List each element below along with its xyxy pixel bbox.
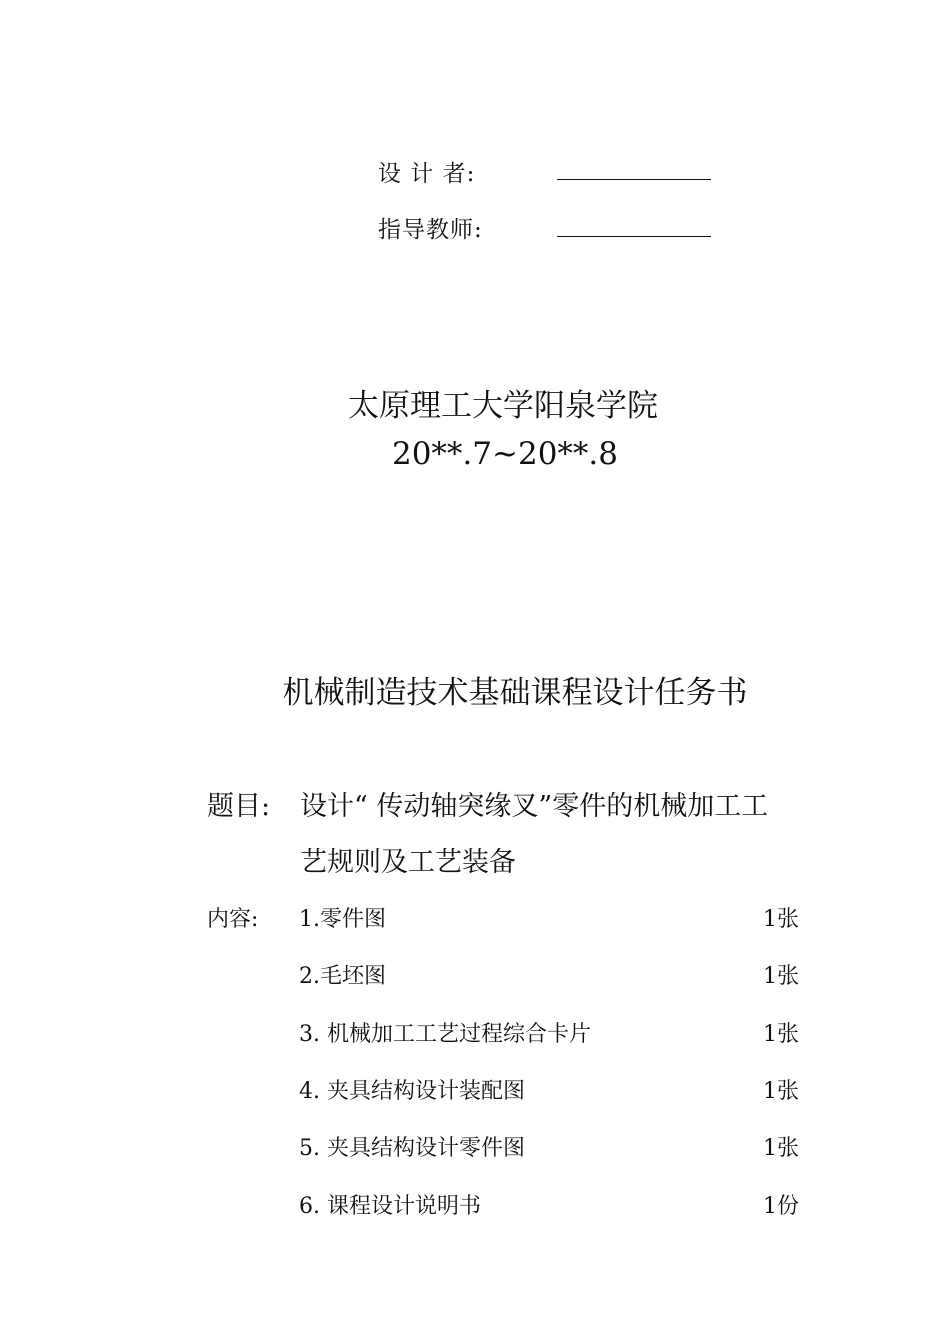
document-title: 机械制造技术基础课程设计任务书 <box>282 675 748 711</box>
institution-name: 太原理工大学阳泉学院 <box>348 388 658 424</box>
list-item-qty: 1张 <box>763 964 799 989</box>
list-item: 4. 夹具结构设计装配图 <box>299 1079 525 1104</box>
list-item: 6. 课程设计说明书 <box>299 1194 481 1219</box>
list-item-qty: 1份 <box>763 1194 799 1219</box>
topic-line-1: 设计“ 传动轴突缘叉”零件的机械加工工 <box>300 791 769 822</box>
list-item: 2.毛坯图 <box>299 964 386 989</box>
list-item: 1.零件图 <box>299 907 386 932</box>
list-item-qty: 1张 <box>763 1136 799 1161</box>
contents-label: 内容: <box>207 907 259 932</box>
topic-label: 题目: <box>207 791 271 822</box>
list-item-qty: 1张 <box>763 907 799 932</box>
list-item: 3. 机械加工工艺过程综合卡片 <box>299 1022 591 1047</box>
advisor-label: 指导教师: <box>378 217 483 243</box>
topic-line-2: 艺规则及工艺装备 <box>300 847 516 878</box>
institution-period: 20**.7~20**.8 <box>391 436 619 472</box>
designer-label: 设 计 者: <box>378 161 476 187</box>
list-item-qty: 1张 <box>763 1079 799 1104</box>
designer-signature-line <box>557 179 711 180</box>
list-item-qty: 1张 <box>763 1022 799 1047</box>
advisor-signature-line <box>557 236 711 237</box>
list-item: 5. 夹具结构设计零件图 <box>299 1136 525 1161</box>
